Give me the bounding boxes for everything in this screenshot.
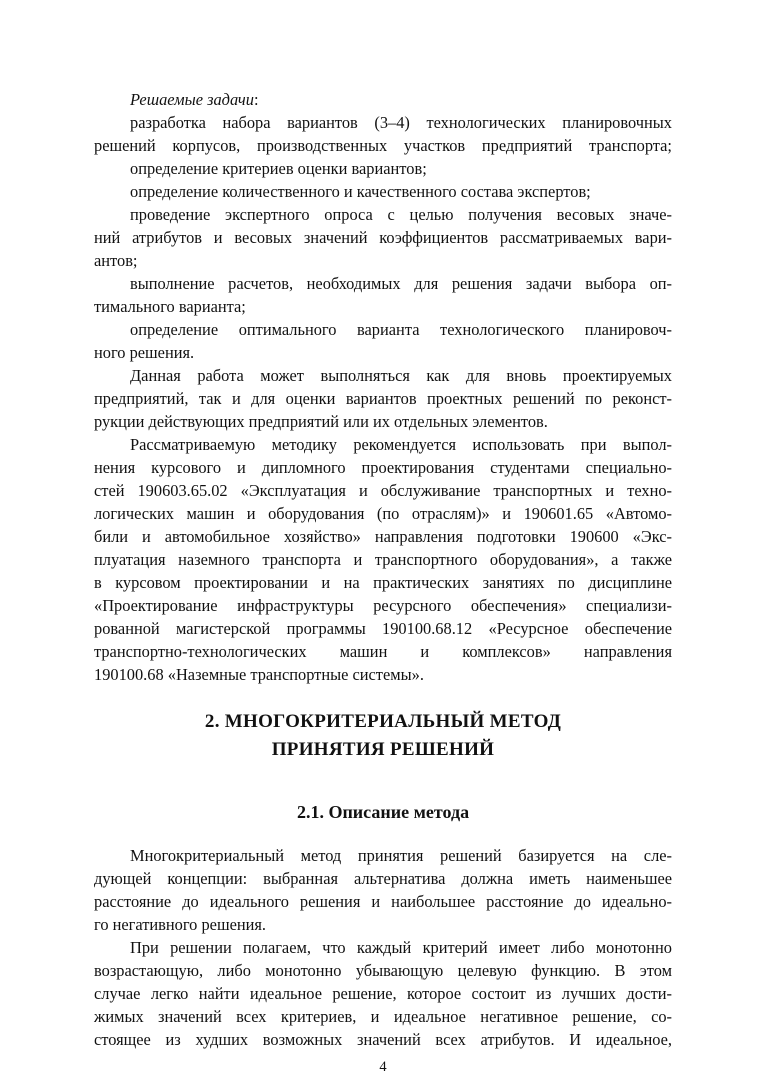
tasks-heading-colon: : — [253, 90, 259, 109]
chapter-title-line-1: 2. МНОГОКРИТЕРИАЛЬНЫЙ МЕТОД — [204, 711, 562, 732]
text-line: возрастающую, либо монотонно убывающую целевую функцию. В этом — [94, 961, 672, 980]
text-line: логических машин и оборудования (по отраслям)» и 190601.65 «Автомо- — [94, 504, 672, 523]
text-line: ного решения. — [94, 343, 195, 362]
text-line: рованной магистерской программы 190100.68.12 «Ресурсное обеспечение — [94, 619, 672, 638]
text-line: дующей концепции: выбранная альтернатива должна иметь наименьшее — [94, 869, 672, 888]
text-line: били и автомобильное хозяйство» направления подготовки 190600 «Экс- — [94, 527, 672, 546]
text-line: Данная работа может выполняться как для вновь проектируемых — [130, 366, 672, 385]
text-line: Рассматриваемую методику рекомендуется использовать при выпол- — [130, 435, 672, 454]
text-line: разработка набора вариантов (3–4) технологических планировочных — [130, 113, 672, 132]
text-line: проведение экспертного опроса с целью получения весовых значе- — [130, 205, 672, 224]
text-line: 190100.68 «Наземные транспортные системы». — [94, 665, 424, 684]
text-line: стоящее из худших возможных значений всех атрибутов. И идеальное, — [94, 1030, 672, 1049]
chapter-title-line-2: ПРИНЯТИЯ РЕШЕНИЙ — [271, 739, 495, 760]
text-line: Многокритериальный метод принятия решений базируется на сле- — [130, 846, 672, 865]
text-line: жимых значений всех критериев, и идеальное негативное решение, со- — [94, 1007, 672, 1026]
text-line: решений корпусов, производственных участков предприятий транспорта; — [94, 136, 672, 155]
text-line: ний атрибутов и весовых значений коэффициентов рассматриваемых вари- — [94, 228, 672, 247]
text-line: антов; — [94, 251, 138, 270]
text-line: стей 190603.65.02 «Эксплуатация и обслуживание транспортных и техно- — [94, 481, 672, 500]
text-line: определение количественного и качественного состава экспертов; — [130, 182, 591, 201]
text-line: случае легко найти идеальное решение, которое состоит из лучших дости- — [94, 984, 672, 1003]
text-line: выполнение расчетов, необходимых для решения задачи выбора оп- — [130, 274, 672, 293]
text-line: тимального варианта; — [94, 297, 246, 316]
text-line: определение оптимального варианта технологического планировоч- — [130, 320, 672, 339]
text-line: транспортно-технологических машин и комплексов» направления — [94, 642, 672, 661]
text-line: плуатация наземного транспорта и транспортного оборудования», а также — [94, 550, 672, 569]
page-number: 4 — [379, 1059, 387, 1075]
text-line: «Проектирование инфраструктуры ресурсного обеспечения» специализи- — [94, 596, 672, 615]
text-line: в курсовом проектировании и на практических занятиях по дисциплине — [94, 573, 672, 592]
text-line: нения курсового и дипломного проектирования студентами специально- — [94, 458, 672, 477]
tasks-heading-text: Решаемые задачи — [130, 90, 254, 109]
text-line: го негативного решения. — [94, 915, 267, 934]
text-line: рукции действующих предприятий или их отдельных элементов. — [94, 412, 548, 431]
tasks-heading — [130, 88, 672, 111]
text-line: При решении полагаем, что каждый критерий имеет либо монотонно — [130, 938, 672, 957]
text-line: определение критериев оценки вариантов; — [130, 159, 427, 178]
text-line: предприятий, так и для оценки вариантов проектных решений по реконст- — [94, 389, 672, 408]
section-title: 2.1. Описание метода — [296, 802, 470, 822]
text-line: расстояние до идеального решения и наибольшее расстояние до идеально- — [94, 892, 672, 911]
